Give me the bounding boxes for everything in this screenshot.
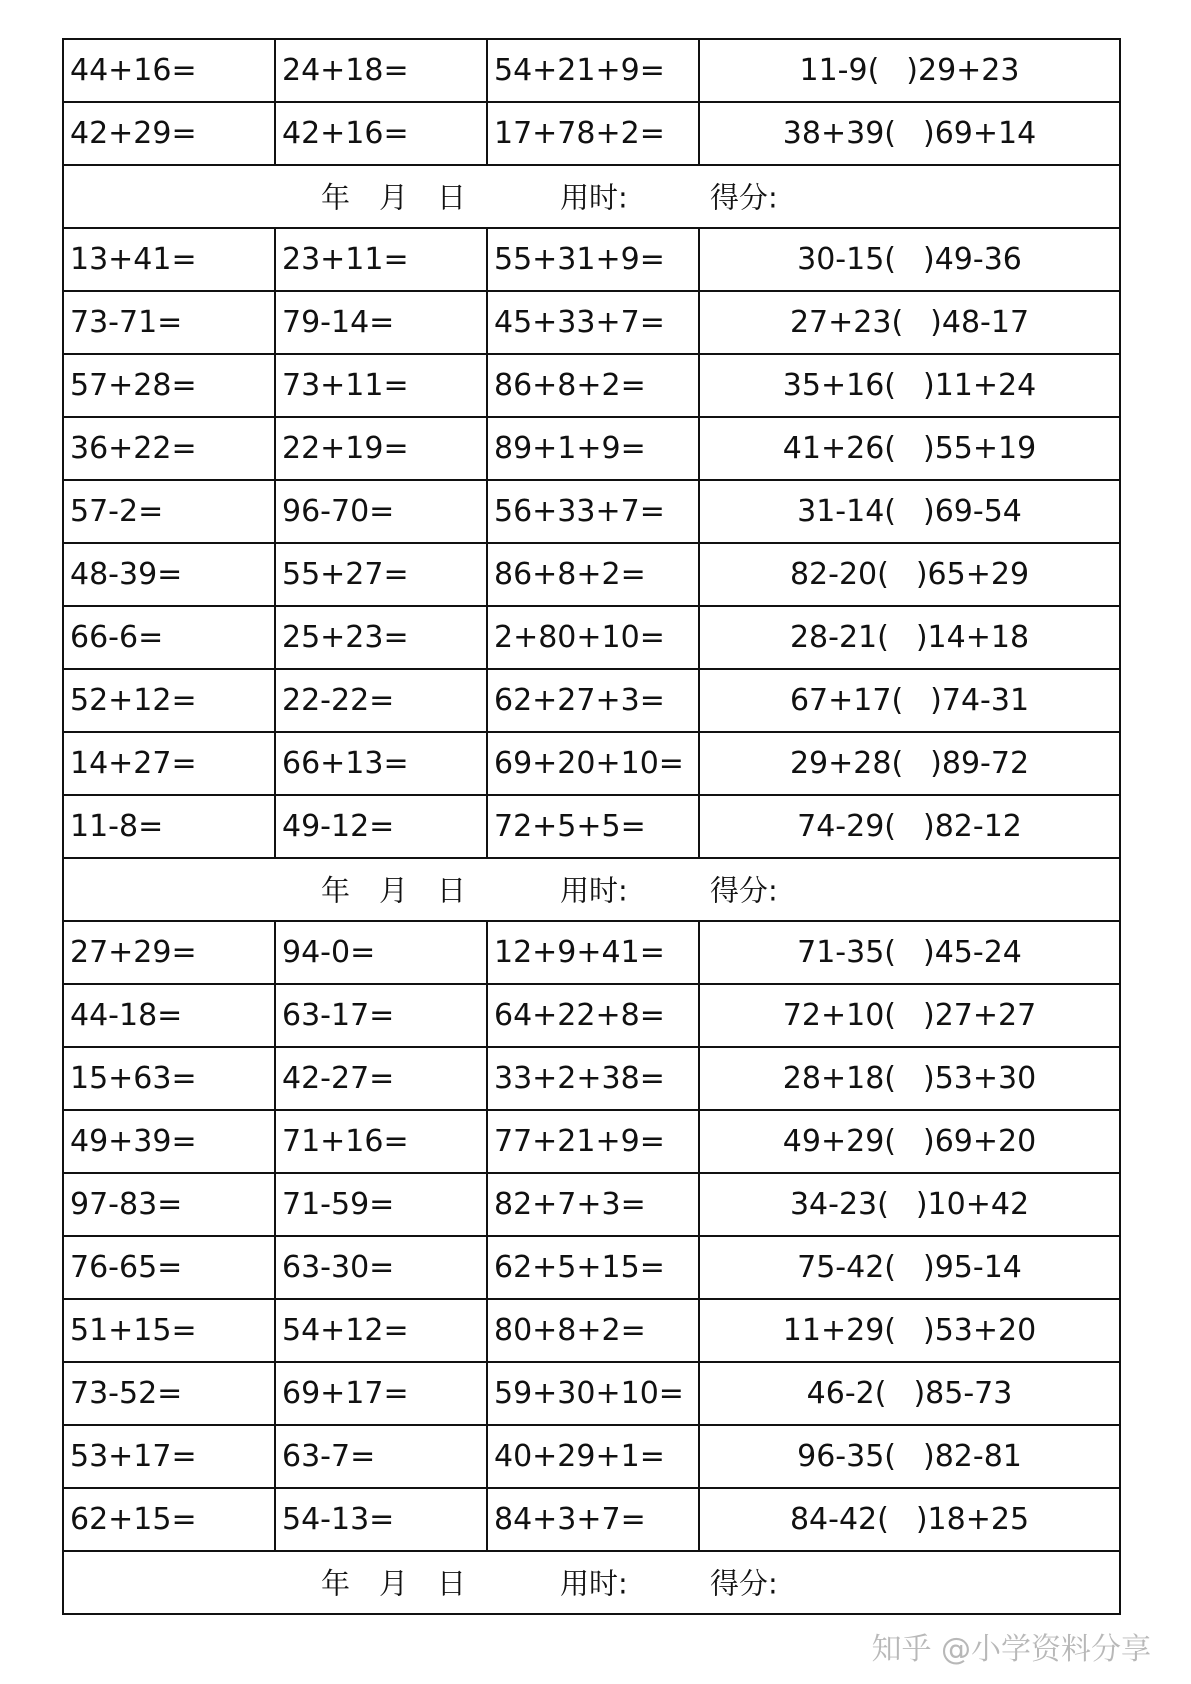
compare-left: 75-42(	[797, 1250, 896, 1285]
compare-right: )49-36	[923, 242, 1022, 277]
problem-cell: 44+16=	[63, 39, 275, 102]
compare-left: 72+10(	[782, 998, 896, 1033]
problem-cell: 66+13=	[275, 732, 487, 795]
problem-cell: 86+8+2=	[487, 354, 699, 417]
problem-cell: 14+27=	[63, 732, 275, 795]
compare-cell	[699, 354, 1120, 417]
problem-cell: 69+17=	[275, 1362, 487, 1425]
problem-cell: 63-17=	[275, 984, 487, 1047]
problem-row	[63, 480, 1120, 543]
compare-cell	[699, 543, 1120, 606]
header-row	[63, 858, 1120, 921]
compare-left: 49+29(	[782, 1124, 896, 1159]
problem-cell: 63-7=	[275, 1425, 487, 1488]
compare-right: )10+42	[915, 1187, 1030, 1222]
compare-right: )29+23	[906, 53, 1020, 88]
problem-cell: 64+22+8=	[487, 984, 699, 1047]
compare-cell	[699, 1488, 1120, 1551]
compare-left: 96-35(	[797, 1439, 896, 1474]
problem-cell: 54-13=	[275, 1488, 487, 1551]
problem-cell: 53+17=	[63, 1425, 275, 1488]
problem-cell: 86+8+2=	[487, 543, 699, 606]
compare-right: )74-31	[930, 683, 1030, 718]
problem-cell: 27+29=	[63, 921, 275, 984]
compare-cell	[699, 984, 1120, 1047]
problem-cell: 96-70=	[275, 480, 487, 543]
problem-cell: 42+29=	[63, 102, 275, 165]
problem-row	[63, 1299, 1120, 1362]
problem-row	[63, 39, 1120, 102]
compare-right: )11+24	[923, 368, 1037, 403]
score-label: 得分:	[710, 1566, 778, 1601]
compare-right: )14+18	[915, 620, 1030, 655]
time-label: 用时:	[560, 873, 628, 908]
time-label: 用时:	[560, 180, 628, 215]
problem-cell: 89+1+9=	[487, 417, 699, 480]
compare-right: )69+20	[923, 1124, 1037, 1159]
problem-cell: 77+21+9=	[487, 1110, 699, 1173]
problem-cell: 40+29+1=	[487, 1425, 699, 1488]
problem-cell: 45+33+7=	[487, 291, 699, 354]
problem-cell: 59+30+10=	[487, 1362, 699, 1425]
compare-cell	[699, 921, 1120, 984]
compare-left: 46-2(	[806, 1376, 887, 1411]
problem-cell: 73-52=	[63, 1362, 275, 1425]
problem-cell: 33+2+38=	[487, 1047, 699, 1110]
compare-cell	[699, 1110, 1120, 1173]
problem-row	[63, 102, 1120, 165]
problem-cell: 49-12=	[275, 795, 487, 858]
problem-cell: 57+28=	[63, 354, 275, 417]
date-label: 年 月 日	[321, 180, 467, 215]
compare-left: 71-35(	[797, 935, 896, 970]
problem-cell: 54+12=	[275, 1299, 487, 1362]
problem-cell: 24+18=	[275, 39, 487, 102]
watermark: 知乎 @小学资料分享	[871, 1632, 1151, 1667]
compare-cell	[699, 480, 1120, 543]
problem-row	[63, 417, 1120, 480]
problem-cell: 97-83=	[63, 1173, 275, 1236]
compare-left: 31-14(	[797, 494, 896, 529]
compare-right: )55+19	[923, 431, 1037, 466]
problem-row	[63, 1362, 1120, 1425]
problem-cell: 73-71=	[63, 291, 275, 354]
compare-cell	[699, 102, 1120, 165]
compare-left: 11-9(	[799, 53, 880, 88]
problem-cell: 48-39=	[63, 543, 275, 606]
problem-cell: 82+7+3=	[487, 1173, 699, 1236]
problem-cell: 79-14=	[275, 291, 487, 354]
problem-row	[63, 732, 1120, 795]
problem-cell: 66-6=	[63, 606, 275, 669]
time-label: 用时:	[560, 1566, 628, 1601]
problem-row	[63, 1488, 1120, 1551]
compare-cell	[699, 1236, 1120, 1299]
problem-cell: 36+22=	[63, 417, 275, 480]
problem-cell: 69+20+10=	[487, 732, 699, 795]
compare-cell	[699, 228, 1120, 291]
compare-right: )82-12	[923, 809, 1022, 844]
compare-left: 29+28(	[789, 746, 904, 781]
compare-left: 84-42(	[789, 1502, 889, 1537]
compare-right: )18+25	[915, 1502, 1030, 1537]
problem-row	[63, 669, 1120, 732]
compare-right: )53+20	[923, 1313, 1037, 1348]
compare-cell	[699, 1299, 1120, 1362]
problem-row	[63, 1236, 1120, 1299]
problem-cell: 11-8=	[63, 795, 275, 858]
problem-row	[63, 795, 1120, 858]
compare-left: 30-15(	[797, 242, 896, 277]
problem-row	[63, 921, 1120, 984]
compare-left: 28-21(	[789, 620, 889, 655]
problem-row	[63, 291, 1120, 354]
problem-row	[63, 1110, 1120, 1173]
problem-cell: 42+16=	[275, 102, 487, 165]
compare-left: 35+16(	[782, 368, 896, 403]
compare-cell	[699, 291, 1120, 354]
problem-cell: 17+78+2=	[487, 102, 699, 165]
compare-cell	[699, 417, 1120, 480]
problem-cell: 84+3+7=	[487, 1488, 699, 1551]
compare-right: )53+30	[923, 1061, 1037, 1096]
problem-cell: 80+8+2=	[487, 1299, 699, 1362]
compare-left: 41+26(	[782, 431, 896, 466]
problem-row	[63, 228, 1120, 291]
problem-cell: 23+11=	[275, 228, 487, 291]
date-label: 年 月 日	[321, 1566, 467, 1601]
compare-right: )95-14	[923, 1250, 1022, 1285]
problem-row	[63, 1425, 1120, 1488]
problem-cell: 63-30=	[275, 1236, 487, 1299]
compare-cell	[699, 669, 1120, 732]
problem-cell: 22+19=	[275, 417, 487, 480]
compare-cell	[699, 1425, 1120, 1488]
date-label: 年 月 日	[321, 873, 467, 908]
problem-cell: 71+16=	[275, 1110, 487, 1173]
compare-cell	[699, 1362, 1120, 1425]
compare-right: )65+29	[915, 557, 1030, 592]
problem-cell: 73+11=	[275, 354, 487, 417]
score-label: 得分:	[710, 180, 778, 215]
compare-left: 27+23(	[789, 305, 904, 340]
problem-cell: 55+27=	[275, 543, 487, 606]
compare-right: )69-54	[923, 494, 1022, 529]
compare-left: 67+17(	[789, 683, 904, 718]
problem-cell: 42-27=	[275, 1047, 487, 1110]
problem-cell: 44-18=	[63, 984, 275, 1047]
problem-cell: 22-22=	[275, 669, 487, 732]
problem-cell: 51+15=	[63, 1299, 275, 1362]
problem-row	[63, 606, 1120, 669]
compare-left: 28+18(	[782, 1061, 896, 1096]
problem-cell: 94-0=	[275, 921, 487, 984]
compare-right: )69+14	[923, 116, 1037, 151]
problem-cell: 49+39=	[63, 1110, 275, 1173]
worksheet-table	[62, 38, 1121, 1615]
compare-left: 34-23(	[789, 1187, 889, 1222]
compare-right: )27+27	[923, 998, 1037, 1033]
problem-cell: 57-2=	[63, 480, 275, 543]
problem-row	[63, 984, 1120, 1047]
problem-row	[63, 1173, 1120, 1236]
problem-row	[63, 1047, 1120, 1110]
compare-right: )82-81	[923, 1439, 1022, 1474]
compare-cell	[699, 795, 1120, 858]
problem-cell: 76-65=	[63, 1236, 275, 1299]
problem-cell: 62+15=	[63, 1488, 275, 1551]
problem-cell: 12+9+41=	[487, 921, 699, 984]
problem-cell: 72+5+5=	[487, 795, 699, 858]
problem-cell: 25+23=	[275, 606, 487, 669]
compare-left: 74-29(	[797, 809, 896, 844]
header-row	[63, 1551, 1120, 1614]
compare-right: )45-24	[923, 935, 1022, 970]
problem-cell: 52+12=	[63, 669, 275, 732]
compare-right: )85-73	[913, 1376, 1013, 1411]
compare-right: )89-72	[930, 746, 1030, 781]
problem-cell: 54+21+9=	[487, 39, 699, 102]
header-row	[63, 165, 1120, 228]
compare-right: )48-17	[930, 305, 1030, 340]
problem-cell: 13+41=	[63, 228, 275, 291]
problem-cell: 62+5+15=	[487, 1236, 699, 1299]
compare-cell	[699, 1047, 1120, 1110]
compare-left: 82-20(	[789, 557, 889, 592]
problem-cell: 56+33+7=	[487, 480, 699, 543]
problem-cell: 71-59=	[275, 1173, 487, 1236]
problem-cell: 15+63=	[63, 1047, 275, 1110]
problem-cell: 55+31+9=	[487, 228, 699, 291]
problem-row	[63, 543, 1120, 606]
compare-left: 11+29(	[782, 1313, 896, 1348]
compare-cell	[699, 732, 1120, 795]
problem-row	[63, 354, 1120, 417]
compare-cell	[699, 39, 1120, 102]
compare-cell	[699, 1173, 1120, 1236]
compare-cell	[699, 606, 1120, 669]
compare-left: 38+39(	[782, 116, 896, 151]
problem-cell: 2+80+10=	[487, 606, 699, 669]
problem-cell: 62+27+3=	[487, 669, 699, 732]
score-label: 得分:	[710, 873, 778, 908]
